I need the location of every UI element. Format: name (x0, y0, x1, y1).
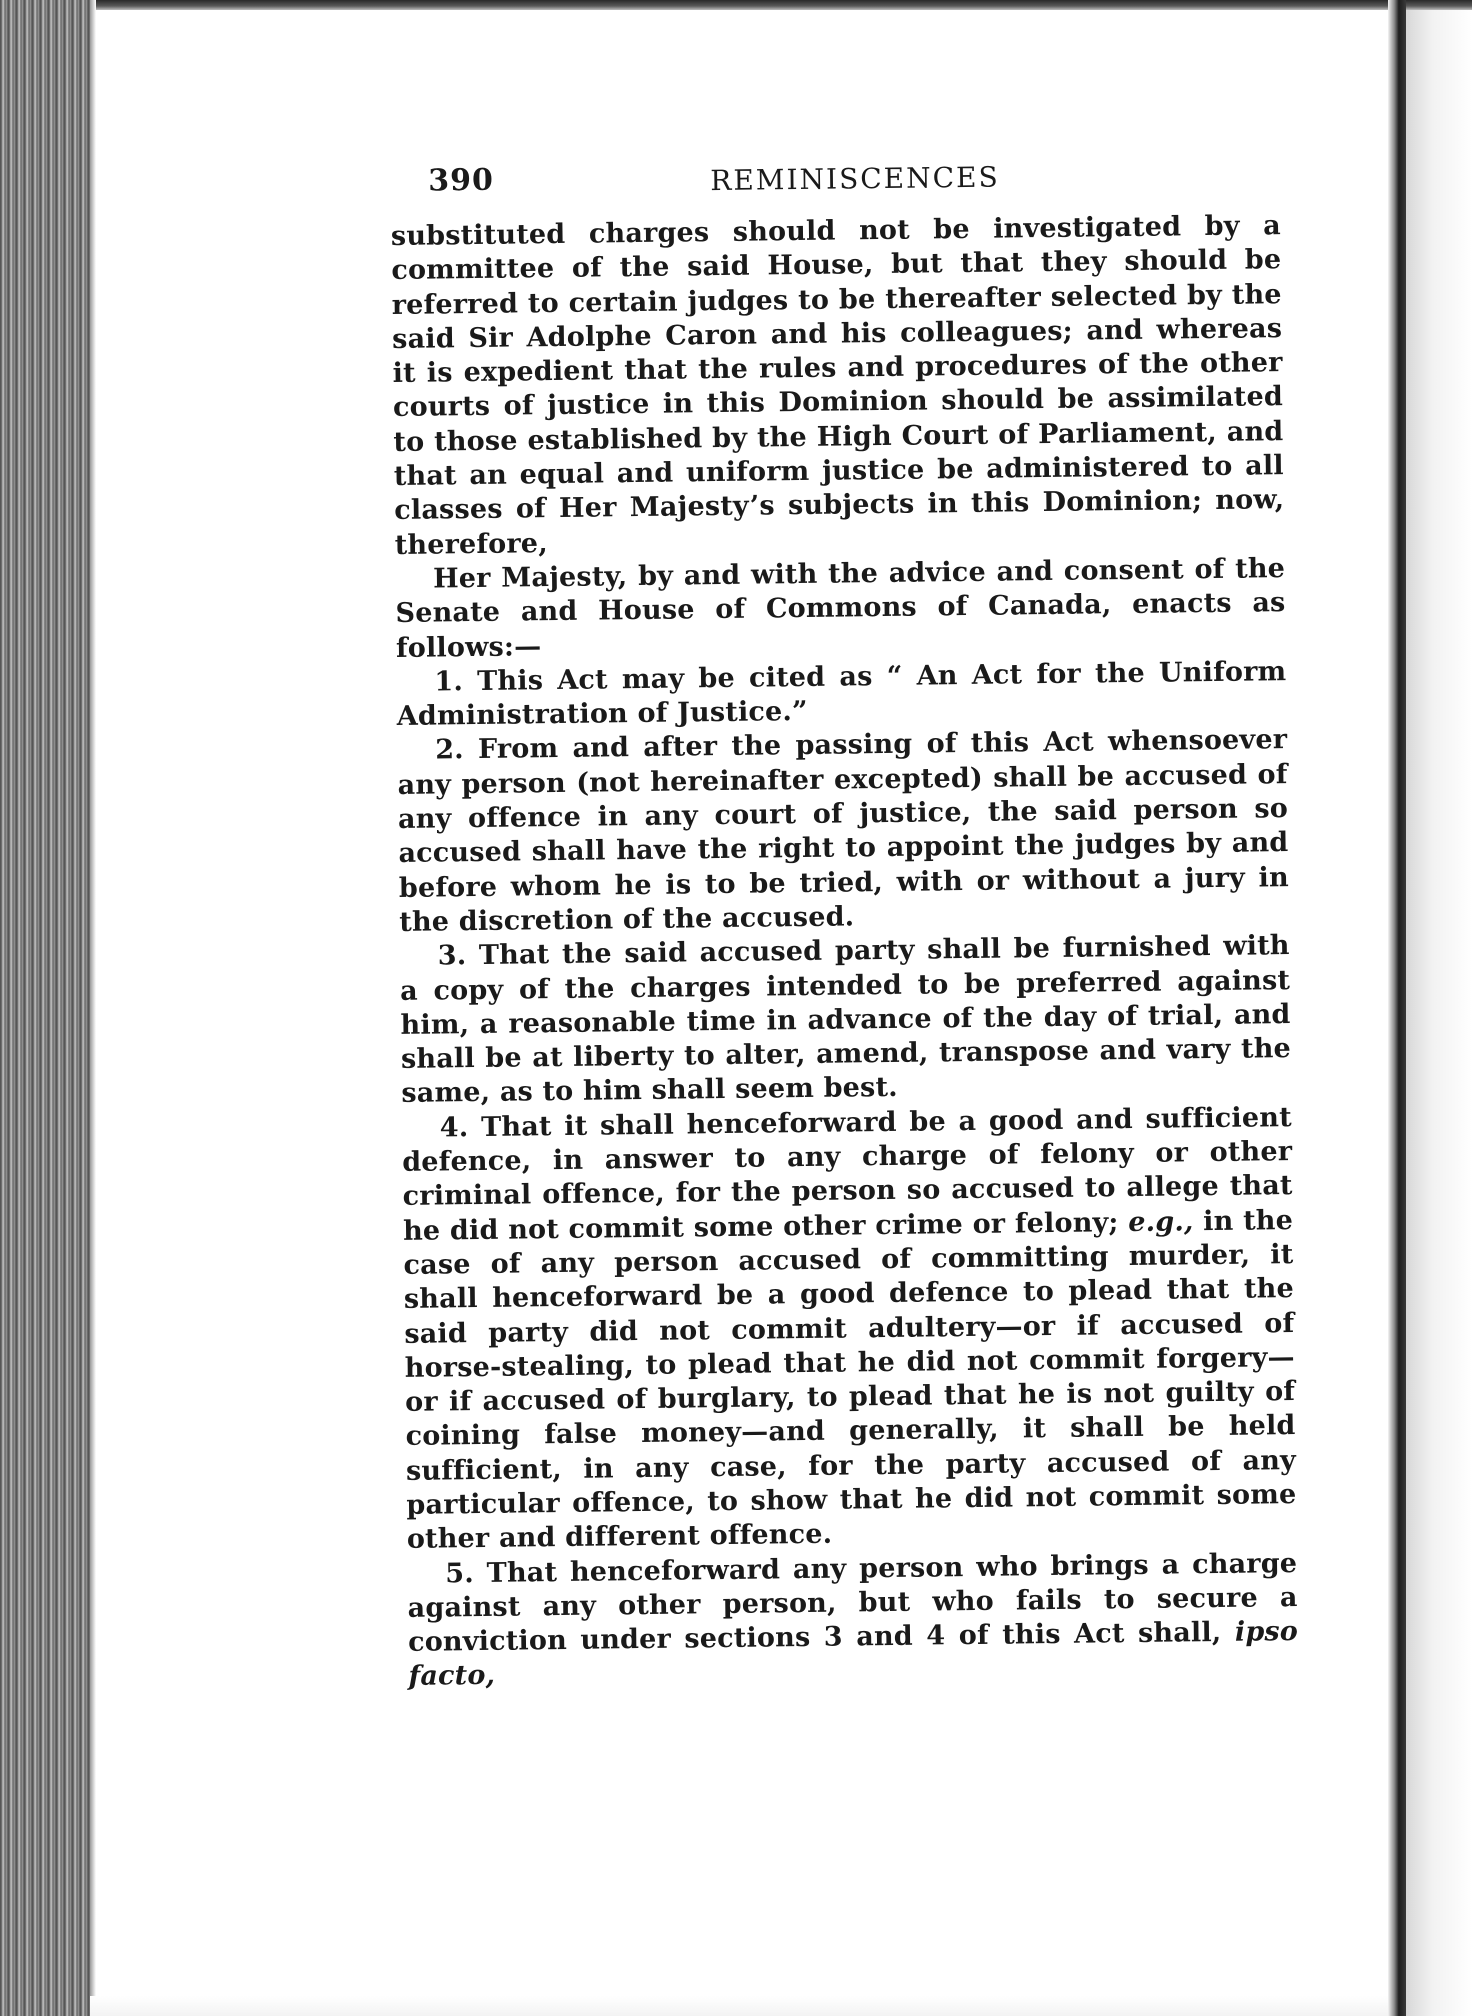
section-5-text: 5. That henceforward any person who brings a charge against any other person, but who fails to secure a conviction under sections 3 and 4 of this Act shall, (407, 1547, 1298, 1659)
paragraph-section-4 (402, 1101, 1297, 1558)
book-gutter (1388, 0, 1406, 2016)
book-page-edges (0, 0, 90, 2016)
paragraph-section-1: 1. This Act may be cited as “ An Act for the Uniform Administration of Justice.” (396, 655, 1287, 733)
paragraph-section-5 (407, 1547, 1299, 1695)
body-text (391, 209, 1299, 1695)
book-page (390, 149, 1299, 1695)
page-number: 390 (428, 162, 495, 199)
section-4-italic-eg: e.g., (1128, 1205, 1194, 1238)
paragraph-section-2: 2. From and after the passing of this Act whensoever any person (not hereinafter excepted) shall be accused of any offence in any court of justice, the said person so accused shall have the right to appoint the judges by and before whom he is to be tried, with or without a jury in the discretion of the accused. (397, 724, 1290, 938)
scan-top-border (0, 0, 1472, 10)
paragraph-enacting-clause: Her Majesty, by and with the advice and consent of the Senate and House of Commons of Canada, enacts as follows:— (395, 553, 1286, 664)
paragraph-preamble-continued: substituted charges should not be investigated by a committee of the said House, but that they should be referred to certain judges to be thereafter selected by the said Sir Adolphe Caron and his colleagues; and whereas it is expedient that the rules and procedures of the other courts of justice in this Dominion should be assimilated to those established by the High Court of Parliament, and that an equal and uniform justice be administered to all classes of Her Majesty’s subjects in this Dominion; now, therefore, (390, 210, 1285, 561)
section-5-italic-ipso-facto: ipso facto, (408, 1616, 1299, 1693)
page-bottom-shade (90, 1996, 1388, 2016)
page-header (390, 149, 1280, 206)
paragraph-section-3: 3. That the said accused party shall be furnished with a copy of the charges intended to be preferred against him, a reasonable time in advance of the day of trial, and shall be at liberty to alter, amend, transpose and vary the same, as to him shall seem best. (399, 930, 1292, 1110)
section-4-text-end: in the case of any person accused of committing murder, it shall henceforward be a good defence to plead that the said party did not commit adultery—or if accused of horse-stealing, to plead that he did not commit forgery—or if accused of burglary, to plead that he is not guilty of coining false money—and generally, it shall be held sufficient, in any case, for the party accused of any particular offence, to show that he did not commit some other and different offence. (403, 1204, 1297, 1556)
running-head: REMINISCENCES (710, 160, 1000, 198)
adjacent-page (1406, 10, 1472, 2016)
section-4-text-start: 4. That it shall henceforward be a good and sufficient defence, in answer to any charge of felony or other criminal offence, for the person so accused to allege that he did not commit some other crime or felony; (402, 1101, 1293, 1247)
